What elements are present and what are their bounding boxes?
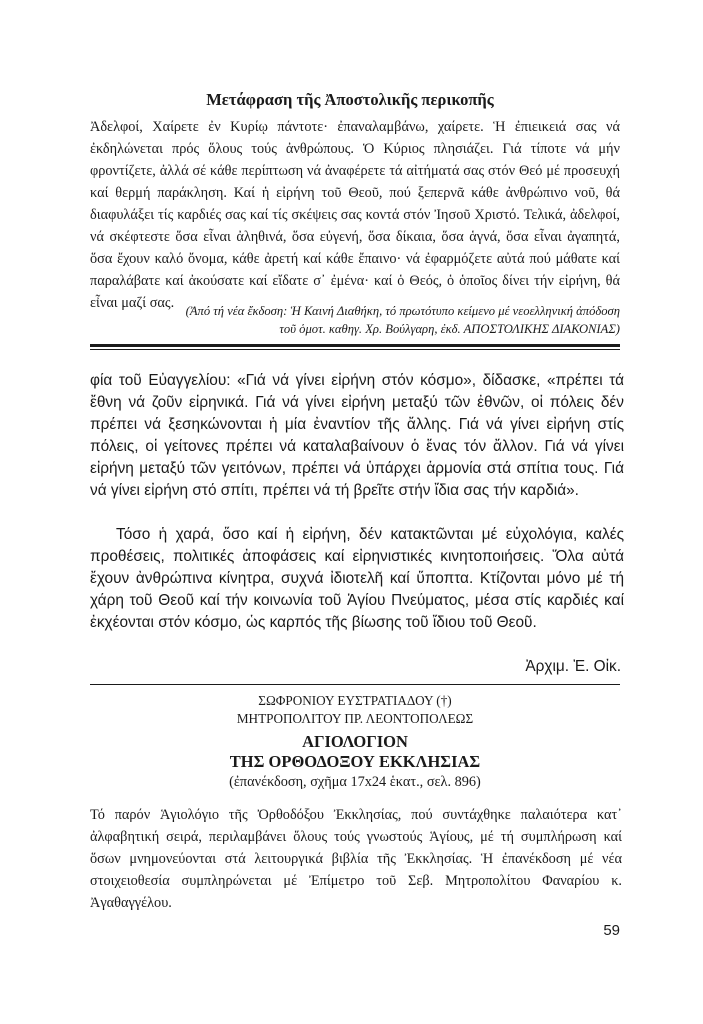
translation-source-line: τοῦ ὁμοτ. καθηγ. Χρ. Βούλγαρη, ἐκδ. ΑΠΟΣΤΟΛΙΚΗΣ ΔΙΑΚΟΝΙΑΣ) (279, 322, 620, 336)
translation-source (90, 302, 620, 338)
book-title-line: ΤΗΣ ΟΡΘΟΔΟΞΟΥ ΕΚΚΛΗΣΙΑΣ (229, 752, 481, 771)
divider-thick (90, 344, 620, 347)
translation-body: Ἀδελφοί, Χαίρετε ἐν Κυρίῳ πάντοτε· ἐπαναλαμβάνω, χαίρετε. Ἡ ἐπιεικειά σας νά ἐκδηλώνεται πρός ὅλους τούς ἀνθρώπους. Ὁ Κύριος πλησιάζει. Γιά τίποτε νά μήν φροντίζετε, ἀλλά σέ κάθε περίπτωση νά ἀναφέρετε τά αἰτήματά σας στόν Θεό μέ προσευχή καί θερμή παράκληση. Καί ἡ εἰρήνη τοῦ Θεοῦ, πού ξεπερνᾶ κάθε ἀνθρώπινο νοῦ, θά διαφυλάξει τίς καρδιές σας καί τίς σκέψεις σας κοντά στόν Ἰησοῦ Χριστό. Τελικά, ἀδελφοί, νά σκέφτεστε ὅσα εἶναι ἀληθινά, ὅσα εὐγενή, ὅσα δίκαια, ὅσα ἁγνά, ὅσα εἶναι ἀγαπητά, ὅσα ἔχουν καλό ὄνομα, κάθε ἀρετή καί κάθε ἔπαινο· νά ἐφαρμόζετε αὐτά πού μάθατε καί παραλάβατε καί ἀκούσατε καί εἴδατε σ᾽ ἐμένα· καί ὁ Θεός, ὁ ὁποῖος δίνει τήν εἰρήνη, θά εἶναι μαζί σας. (90, 119, 620, 311)
book-title-line: ΑΓΙΟΛΟΓΙΟΝ (302, 732, 408, 751)
section-divider (90, 684, 620, 685)
book-description: Τό παρόν Ἁγιολόγιο τῆς Ὀρθοδόξου Ἐκκλησίας, πού συντάχθηκε παλαιότερα κατ᾽ ἀλφαβητική σειρά, περιλαμβάνει ὅλους τούς γνωστούς Ἁγίους, μέ τή συμπλήρωση καί ὅσων μνημονεύονται στά λειτουργικά βιβλία τῆς Ἐκκλησίας. Ἡ ἐπανέκδοση μέ νέα στοιχειοθεσία συμπληρώνεται μέ Ἐπίμετρο τοῦ Σεβ. Μητροπολίτου Φαναρίου κ. Ἀγαθαγγέλου. (90, 807, 622, 911)
book-author-line: ΜΗΤΡΟΠΟΛΙΤΟΥ ΠΡ. ΛΕΟΝΤΟΠΟΛΕΩΣ (236, 711, 474, 726)
translation-title: Μετάφραση τῆς Ἀποστολικῆς περικοπῆς (206, 90, 494, 109)
book-edition: (ἐπανέκδοση, σχῆμα 17x24 ἑκατ., σελ. 896) (229, 774, 481, 790)
book-author (90, 692, 620, 728)
book-author-line: ΣΩΦΡΟΝΙΟΥ ΕΥΣΤΡΑΤΙΑΔΟΥ (†) (258, 693, 452, 708)
sermon-paragraph: φία τοῦ Εὐαγγελίου: «Γιά νά γίνει εἰρήνη στόν κόσμο», δίδασκε, «πρέπει τά ἔθνη νά ζοῦν εἰρηνικά. Γιά νά γίνει εἰρήνη μεταξύ τῶν ἐθνῶν, οἱ πόλεις δέν πρέπει νά ξεσηκώνονται ἡ μία ἐναντίον τῆς ἄλλης. Γιά νά γίνει εἰρήνη στίς πόλεις, οἱ γείτονες πρέπει νά καταλαβαίνουν ὁ ἕνας τόν ἄλλον. Γιά νά γίνει εἰρήνη μεταξύ τῶν γειτόνων, πρέπει νά ὑπάρχει ἁρμονία στά σπίτια τους. Γιά νά γίνει εἰρήνη στό σπίτι, πρέπει νά τή βρεῖτε στήν ἴδια σας τήν καρδιά». (90, 372, 624, 499)
divider-thin (90, 349, 620, 350)
book-title (90, 732, 620, 772)
sermon-paragraph: Τόσο ἡ χαρά, ὅσο καί ἡ εἰρήνη, δέν κατακτῶνται μέ εὐχολόγια, καλές προθέσεις, πολιτικές ἀποφάσεις καί εἰρηνιστικές κινητοποιήσεις. Ὅλα αὐτά ἔχουν ἀνθρώπινα κίνητρα, συχνά ἰδιοτελῆ καί ὕποπτα. Κτίζονται μόνο μέ τή χάρη τοῦ Θεοῦ καί τήν κοινωνία τοῦ Ἁγίου Πνεύματος, μέσα στίς καρδιές καί ἐκχέονται στόν κόσμο, ὡς καρπός τῆς βίωσης τοῦ ἴδιου τοῦ Θεοῦ. (90, 526, 624, 631)
translation-source-line: (Ἀπό τή νέα ἔκδοση: Ἡ Καινή Διαθήκη, τό πρωτότυπο κείμενο μέ νεοελληνική ἀπόδοση (185, 304, 620, 318)
author-signature: Ἀρχιμ. Ἐ. Οἰκ. (525, 658, 621, 675)
page-number: 59 (603, 922, 620, 939)
